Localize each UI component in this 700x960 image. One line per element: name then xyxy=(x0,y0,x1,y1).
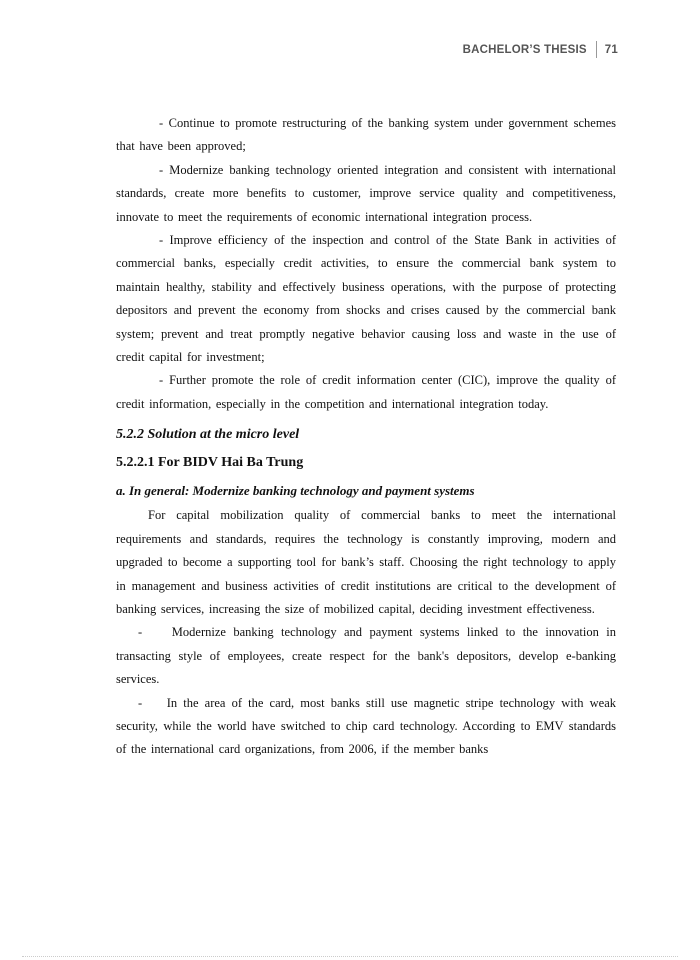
running-header xyxy=(463,41,618,58)
paragraph-modernize-technology: - Modernize banking technology oriented integration and consistent with international standards, create more benefits to customer, improve service quality and competitiveness, innovate to meet the requirements of economic international integration process. xyxy=(116,162,616,224)
subsection-heading-bidv: 5.2.2.1 For BIDV Hai Ba Trung xyxy=(116,455,304,471)
paragraph-restructuring: - Continue to promote restructuring of the banking system under government schemes that have been approved; xyxy=(116,116,616,154)
header-divider xyxy=(596,41,597,58)
paragraph-inspection-control: - Improve efficiency of the inspection and control of the State Bank in activities of commercial banks, especially credit activities, to ensure the commercial bank system to maintain healthy, stability and effectively business operations, with the purpose of protecting depositors and prevent the economy from shocks and crises caused by the commercial bank system; prevent and treat promptly negative behavior causing loss and waste in the use of credit capital for investment; xyxy=(116,233,616,365)
paragraph-capital-mobilization: For capital mobilization quality of commercial banks to meet the international requirements and standards, requires the technology is constantly improving, modern and upgraded to become a supporting tool for bank’s staff. Choosing the right technology to apply in management and business activities of credit institutions are critical to the development of banking services, increasing the size of mobilized capital, deciding investment effectiveness. xyxy=(116,508,616,616)
page-number: 71 xyxy=(604,43,618,56)
thesis-title: BACHELOR’S THESIS xyxy=(462,43,587,56)
body-text xyxy=(116,112,616,762)
paragraph-heading-general: a. In general: Modernize banking technology and payment systems xyxy=(116,483,475,499)
section-heading-micro-level: 5.2.2 Solution at the micro level xyxy=(116,427,300,443)
paragraph-card-technology: - In the area of the card, most banks still use magnetic stripe technology with weak security, while the world have switched to chip card technology. According to EMV standards of the international card organizations, from 2006, if the member banks xyxy=(116,695,616,757)
page-bottom-divider xyxy=(22,956,678,957)
paragraph-credit-information: - Further promote the role of credit information center (CIC), improve the quality of credit information, especially in the competition and international integration today. xyxy=(116,373,616,411)
paragraph-payment-systems: - Modernize banking technology and payment systems linked to the innovation in transacting style of employees, create respect for the bank's depositors, develop e-banking services. xyxy=(116,625,616,687)
